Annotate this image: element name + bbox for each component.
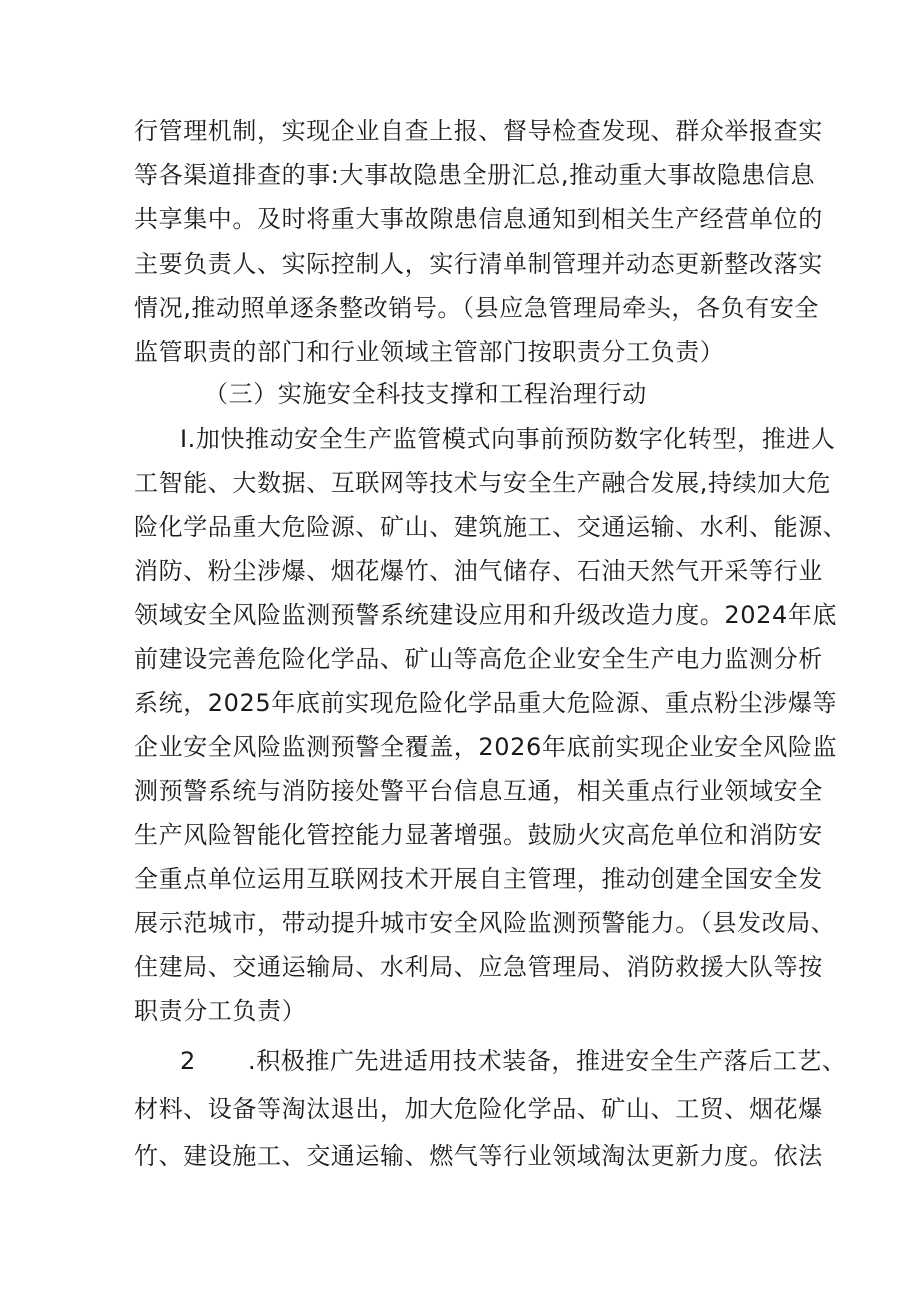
body-text-line: 消防、粉尘涉爆、烟花爆竹、油气储存、石油天然气开采等行业 bbox=[134, 557, 823, 585]
body-text-line: 等各渠道排查的事:大事故隐患全册汇总,推动重大事故隐患信息 bbox=[134, 161, 816, 189]
body-text-line: 主要负责人、实际控制人，实行清单制管理并动态更新整改落实 bbox=[134, 250, 823, 278]
body-text-line: 全重点单位运用互联网技术开展自主管理，推动创建全国安全发 bbox=[134, 865, 823, 893]
body-text-line: 情况,推动照单逐条整改销号。（县应急管理局牵头，各负有安全 bbox=[134, 294, 820, 322]
paragraph-first-line bbox=[180, 1046, 847, 1076]
body-text-line: 监管职责的部门和行业领域主管部门按职责分工负责） bbox=[134, 338, 725, 366]
body-text-line: 前建设完善危险化学品、矿山等高危企业安全生产电力监测分析 bbox=[134, 645, 823, 673]
body-text-line: 职责分工负责） bbox=[134, 997, 307, 1025]
body-text-line: 展示范城市，带动提升城市安全风险监测预警能力。（县发改局、 bbox=[134, 909, 836, 937]
body-text-line: 企业安全风险监测预警全覆盖，2026年底前实现企业安全风险监 bbox=[134, 733, 838, 761]
paragraph-first-line: I.加快推动安全生产监管模式向事前预防数字化转型，推进人 bbox=[180, 425, 836, 453]
body-text-line: 领域安全风险监测预警系统建设应用和升级改造力度。2024年底 bbox=[134, 601, 838, 629]
body-text-line: 生产风险智能化管控能力显著增强。鼓励火灾高危单位和消防安 bbox=[134, 821, 823, 849]
body-text-line: 共享集中。及时将重大事故隙患信息通知到相关生产经营单位的 bbox=[134, 205, 823, 233]
body-text-line: 行管理机制，实现企业自查上报、督导检查发现、群众举报查实 bbox=[134, 117, 823, 145]
body-text-line: 系统，2025年底前实现危险化学品重大危险源、重点粉尘涉爆等 bbox=[134, 689, 838, 717]
section-heading: （三）实施安全科技支撑和工程治理行动 bbox=[204, 380, 647, 408]
body-text-line: 测预警系统与消防接处警平台信息互通，相关重点行业领域安全 bbox=[134, 777, 823, 805]
body-text-line: 住建局、交通运输局、水利局、应急管理局、消防救援大队等按 bbox=[134, 953, 823, 981]
body-text-line: 工智能、大数据、互联网等技术与安全生产融合发展,持续加大危 bbox=[134, 469, 832, 497]
body-text-line: 险化学品重大危险源、矿山、建筑施工、交通运输、水利、能源、 bbox=[134, 513, 848, 541]
body-text-line: 材料、设备等淘汰退出，加大危险化学品、矿山、工贸、烟花爆 bbox=[134, 1095, 823, 1123]
item-number: 2 bbox=[180, 1047, 196, 1075]
item-text: .积极推广先进适用技术装备，推进安全生产落后工艺、 bbox=[248, 1047, 847, 1075]
body-text-line: 竹、建设施工、交通运输、燃气等行业领域淘汰更新力度。依法 bbox=[134, 1142, 823, 1170]
